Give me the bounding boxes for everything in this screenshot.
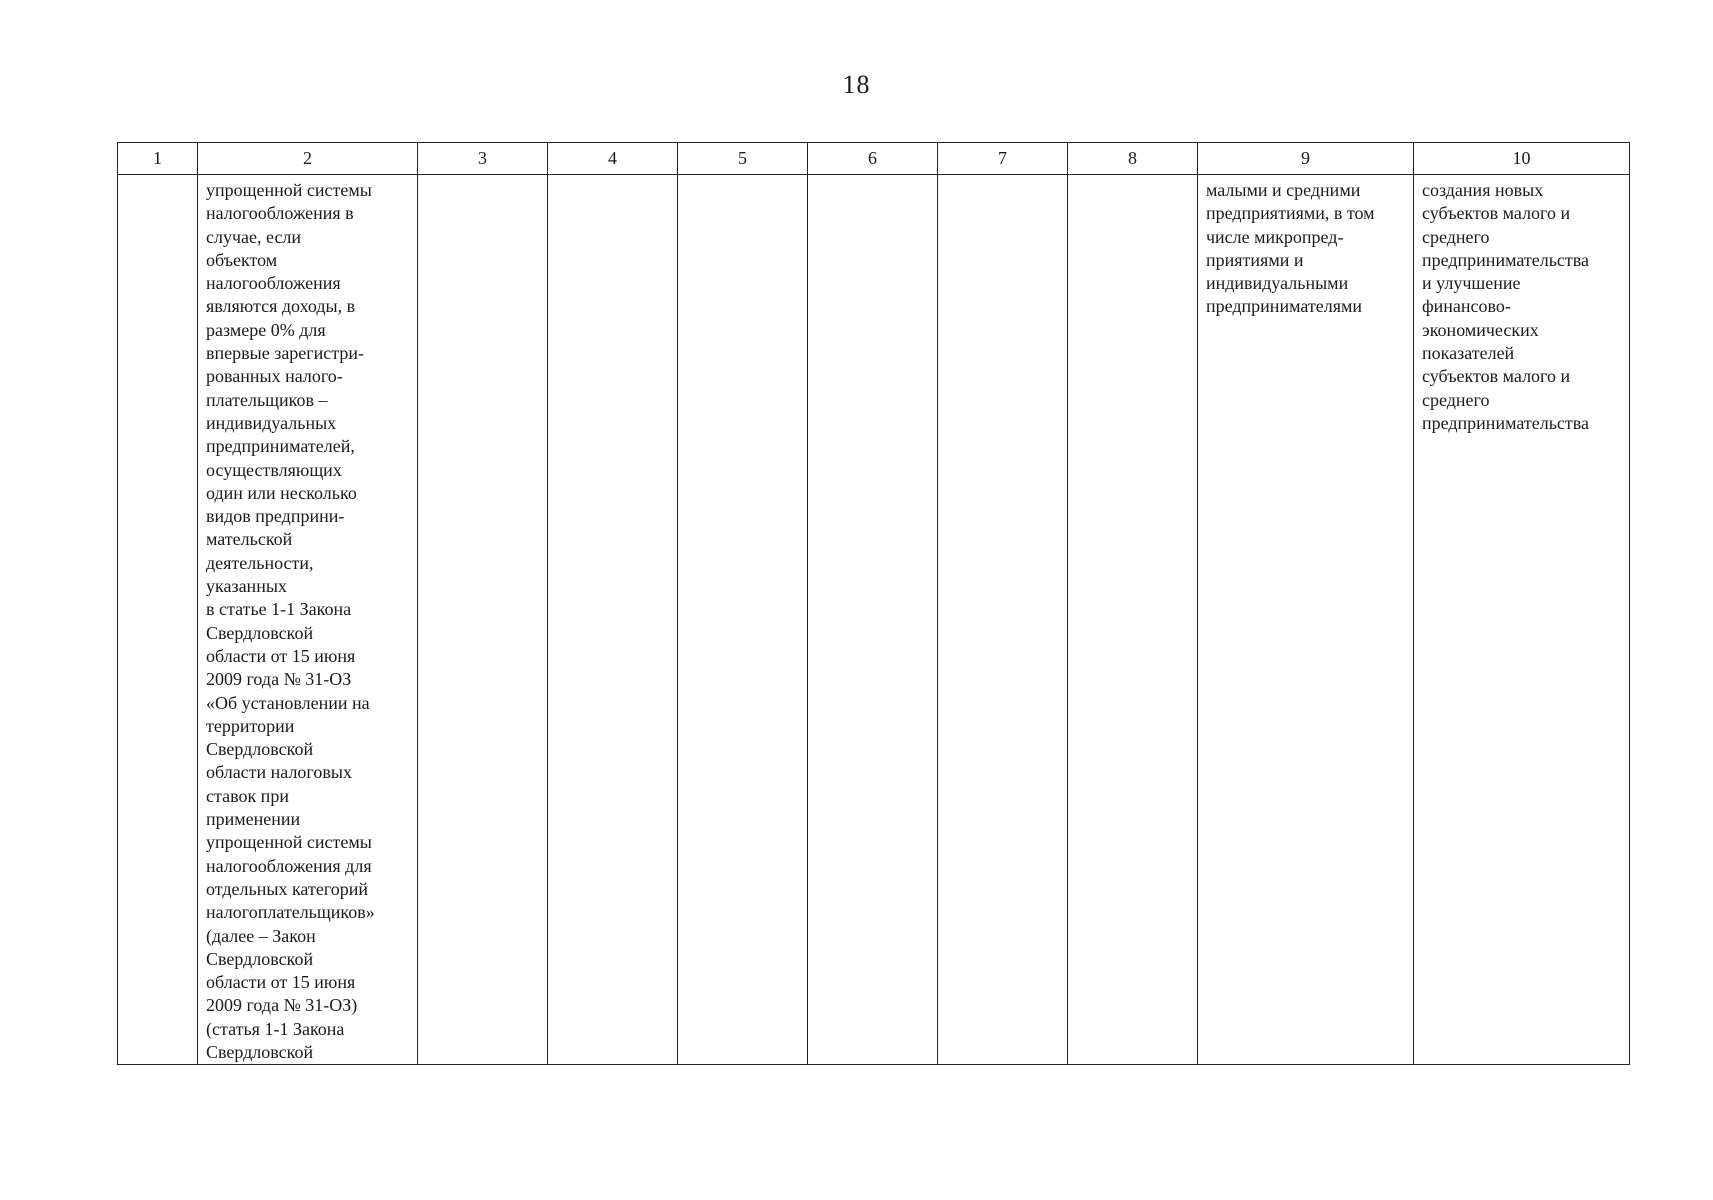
cell-text-line: налогообложения для bbox=[206, 855, 372, 876]
column-header-8: 8 bbox=[1068, 143, 1198, 175]
cell-text-line: Свердловской bbox=[206, 1041, 314, 1062]
cell-text-line: налогоплательщиков» bbox=[206, 902, 375, 923]
cell-col-8 bbox=[1068, 175, 1198, 1065]
cell-text-line: 2009 года № 31-ОЗ bbox=[206, 669, 352, 690]
cell-text-line: видов предприни- bbox=[206, 506, 345, 527]
column-header-10: 10 bbox=[1414, 143, 1630, 175]
cell-text-line: предпринимательства bbox=[1422, 249, 1590, 270]
column-header-1: 1 bbox=[118, 143, 198, 175]
cell-col-1 bbox=[118, 175, 198, 1065]
cell-text-line: налогообложения bbox=[206, 273, 341, 294]
table-row bbox=[118, 175, 1630, 1065]
cell-text-line: области налоговых bbox=[206, 762, 352, 783]
cell-col-6 bbox=[808, 175, 938, 1065]
cell-text-line: (статья 1-1 Закона bbox=[206, 1018, 345, 1039]
cell-text-line: территории bbox=[206, 715, 295, 736]
header-row bbox=[118, 143, 1630, 175]
data-table bbox=[117, 142, 1630, 1065]
cell-text-line: числе микропред- bbox=[1206, 226, 1344, 247]
cell-text-line: указанных bbox=[206, 576, 287, 597]
cell-text-line: являются доходы, в bbox=[206, 296, 356, 317]
cell-text-line: один или несколько bbox=[206, 482, 357, 503]
cell-text-line: ставок при bbox=[206, 785, 289, 806]
cell-text-line: экономических bbox=[1422, 319, 1539, 340]
cell-text-line: Свердловской bbox=[206, 739, 314, 760]
cell-text-line: предпринимателей, bbox=[206, 436, 355, 457]
cell-text-line: субъектов малого и bbox=[1422, 203, 1571, 224]
cell-text-line: предприятиями, в том bbox=[1206, 203, 1375, 224]
cell-text-line: применении bbox=[206, 809, 301, 830]
cell-text-line: упрощенной системы bbox=[206, 180, 372, 200]
cell-text-line: плательщиков – bbox=[206, 389, 328, 410]
cell-text-line: налогообложения в bbox=[206, 203, 354, 224]
cell-text-line: области от 15 июня bbox=[206, 972, 356, 993]
cell-text-line: показателей bbox=[1422, 343, 1515, 364]
cell-text-line: предпринимателями bbox=[1206, 296, 1363, 317]
cell-text-line: упрощенной системы bbox=[206, 832, 372, 853]
cell-text-line: рованных налого- bbox=[206, 366, 343, 387]
cell-text-line: малыми и средними bbox=[1206, 180, 1361, 200]
cell-text-line: финансово- bbox=[1422, 296, 1511, 317]
cell-text-line: размере 0% для bbox=[206, 319, 326, 340]
cell-col-3 bbox=[418, 175, 548, 1065]
cell-col-10 bbox=[1414, 175, 1630, 1065]
cell-text-line: субъектов малого и bbox=[1422, 366, 1571, 387]
cell-col-9 bbox=[1198, 175, 1414, 1065]
cell-text-line: «Об установлении на bbox=[206, 692, 370, 713]
cell-text-line: создания новых bbox=[1422, 180, 1544, 200]
cell-text-line: предпринимательства bbox=[1422, 412, 1590, 433]
cell-text-line: впервые зарегистри- bbox=[206, 343, 365, 364]
column-header-5: 5 bbox=[678, 143, 808, 175]
cell-text-line: приятиями и bbox=[1206, 249, 1304, 270]
page-number: 18 bbox=[842, 70, 871, 99]
cell-col-9-text bbox=[1198, 175, 1413, 319]
cell-text-line: деятельности, bbox=[206, 552, 314, 573]
cell-text-line: 2009 года № 31-ОЗ) bbox=[206, 995, 358, 1016]
column-header-2: 2 bbox=[198, 143, 418, 175]
cell-text-line: области от 15 июня bbox=[206, 645, 356, 666]
cell-text-line: среднего bbox=[1422, 389, 1490, 410]
cell-text-line: и улучшение bbox=[1422, 273, 1521, 294]
cell-text-line: случае, если bbox=[206, 226, 302, 247]
cell-col-2-text bbox=[198, 175, 417, 1064]
cell-col-5 bbox=[678, 175, 808, 1065]
cell-text-line: осуществляющих bbox=[206, 459, 342, 480]
column-header-7: 7 bbox=[938, 143, 1068, 175]
cell-col-10-text bbox=[1414, 175, 1629, 435]
cell-text-line: мательской bbox=[206, 529, 293, 550]
cell-col-4 bbox=[548, 175, 678, 1065]
column-header-4: 4 bbox=[548, 143, 678, 175]
cell-text-line: Свердловской bbox=[206, 622, 314, 643]
column-header-3: 3 bbox=[418, 143, 548, 175]
cell-text-line: объектом bbox=[206, 249, 278, 270]
column-header-6: 6 bbox=[808, 143, 938, 175]
cell-text-line: (далее – Закон bbox=[206, 925, 316, 946]
column-header-9: 9 bbox=[1198, 143, 1414, 175]
cell-col-2 bbox=[198, 175, 418, 1065]
cell-text-line: индивидуальными bbox=[1206, 273, 1349, 294]
cell-text-line: отдельных категорий bbox=[206, 878, 369, 899]
cell-text-line: среднего bbox=[1422, 226, 1490, 247]
cell-text-line: Свердловской bbox=[206, 948, 314, 969]
cell-text-line: индивидуальных bbox=[206, 412, 337, 433]
cell-col-7 bbox=[938, 175, 1068, 1065]
cell-text-line: в статье 1-1 Закона bbox=[206, 599, 352, 620]
